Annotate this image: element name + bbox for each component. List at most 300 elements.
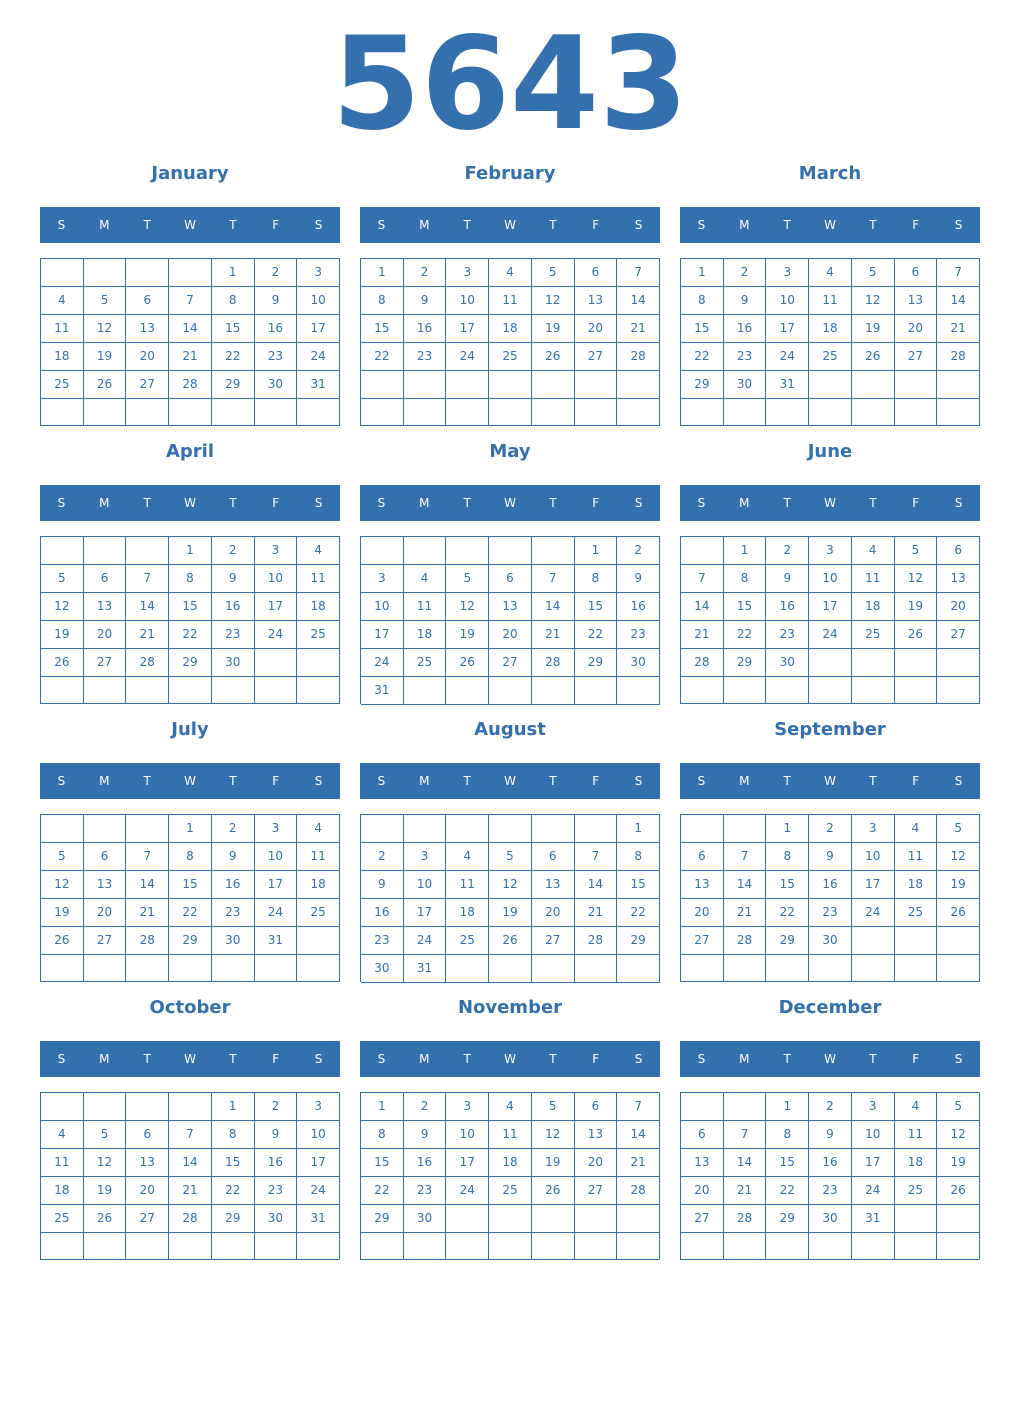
day-cell: 9 bbox=[361, 871, 404, 899]
weekday-label: S bbox=[634, 1052, 643, 1066]
day-cell: 19 bbox=[41, 621, 84, 649]
weekday-label: T bbox=[463, 496, 471, 510]
day-cell: 4 bbox=[41, 1121, 84, 1149]
weekday-label: T bbox=[463, 218, 471, 232]
day-cell: 6 bbox=[84, 565, 127, 593]
day-cell: 11 bbox=[489, 1121, 532, 1149]
day-cell: 10 bbox=[404, 871, 447, 899]
day-cell: 7 bbox=[169, 287, 212, 315]
day-cell bbox=[575, 677, 618, 705]
day-cell: 19 bbox=[532, 315, 575, 343]
weekday-label: F bbox=[912, 496, 920, 510]
day-cell: 10 bbox=[446, 1121, 489, 1149]
day-cell: 10 bbox=[255, 565, 298, 593]
day-cell: 27 bbox=[937, 621, 980, 649]
weekday-label: M bbox=[99, 774, 110, 788]
month-name: August bbox=[474, 719, 546, 740]
weekday-label: T bbox=[869, 774, 877, 788]
day-cell bbox=[809, 1233, 852, 1260]
day-cell: 23 bbox=[809, 899, 852, 927]
weekday-label: W bbox=[824, 1052, 836, 1066]
weekday-label: M bbox=[419, 1052, 430, 1066]
day-cell: 5 bbox=[41, 565, 84, 593]
weekday-label: S bbox=[57, 496, 66, 510]
day-cell: 3 bbox=[446, 1093, 489, 1121]
day-cell: 22 bbox=[361, 343, 404, 371]
weekday-label: M bbox=[739, 496, 750, 510]
day-cell bbox=[575, 399, 618, 427]
day-cell bbox=[297, 399, 340, 426]
weekday-label: M bbox=[99, 1052, 110, 1066]
day-cell: 3 bbox=[404, 843, 447, 871]
day-cell: 20 bbox=[532, 899, 575, 927]
day-cell: 14 bbox=[532, 593, 575, 621]
weekday-label: S bbox=[954, 218, 963, 232]
day-cell: 3 bbox=[852, 1093, 895, 1121]
day-cell: 19 bbox=[446, 621, 489, 649]
day-cell bbox=[255, 955, 298, 982]
day-cell: 6 bbox=[575, 259, 618, 287]
weekday-label: W bbox=[824, 774, 836, 788]
day-cell bbox=[809, 677, 852, 704]
day-cell: 17 bbox=[404, 899, 447, 927]
day-cell: 14 bbox=[617, 287, 660, 315]
day-cell: 7 bbox=[724, 1121, 767, 1149]
day-cell bbox=[809, 649, 852, 677]
weekday-header bbox=[360, 1041, 660, 1077]
day-cell bbox=[255, 649, 298, 677]
weekday-label: W bbox=[504, 774, 516, 788]
day-cell: 18 bbox=[41, 1177, 84, 1205]
day-cell bbox=[212, 955, 255, 982]
day-cell bbox=[212, 399, 255, 426]
day-cell: 8 bbox=[724, 565, 767, 593]
day-cell: 7 bbox=[724, 843, 767, 871]
day-cell bbox=[489, 399, 532, 427]
day-cell: 25 bbox=[895, 1177, 938, 1205]
day-cell: 17 bbox=[297, 1149, 340, 1177]
weekday-label: W bbox=[504, 218, 516, 232]
weekday-label: T bbox=[783, 496, 791, 510]
day-cell bbox=[297, 955, 340, 982]
day-cell: 28 bbox=[724, 1205, 767, 1233]
day-cell: 22 bbox=[681, 343, 724, 371]
day-cell: 3 bbox=[297, 1093, 340, 1121]
day-cell: 6 bbox=[126, 1121, 169, 1149]
day-cell: 2 bbox=[361, 843, 404, 871]
day-cell: 29 bbox=[681, 371, 724, 399]
day-cell: 21 bbox=[126, 899, 169, 927]
weekday-label: S bbox=[697, 496, 706, 510]
day-cell: 10 bbox=[809, 565, 852, 593]
day-grid bbox=[360, 536, 660, 704]
day-cell: 4 bbox=[489, 259, 532, 287]
day-cell: 1 bbox=[212, 259, 255, 287]
day-cell: 26 bbox=[532, 1177, 575, 1205]
day-cell bbox=[41, 259, 84, 287]
day-cell bbox=[681, 677, 724, 704]
day-cell: 10 bbox=[446, 287, 489, 315]
day-cell bbox=[404, 1233, 447, 1260]
day-cell bbox=[852, 399, 895, 426]
day-cell: 5 bbox=[895, 537, 938, 565]
day-cell: 2 bbox=[255, 1093, 298, 1121]
day-cell: 4 bbox=[852, 537, 895, 565]
day-cell: 31 bbox=[766, 371, 809, 399]
day-cell: 8 bbox=[575, 565, 618, 593]
day-cell bbox=[169, 259, 212, 287]
day-cell bbox=[532, 399, 575, 427]
weekday-label: T bbox=[229, 1052, 237, 1066]
day-cell: 13 bbox=[84, 871, 127, 899]
day-cell: 26 bbox=[41, 649, 84, 677]
day-cell: 27 bbox=[126, 371, 169, 399]
day-cell: 18 bbox=[895, 871, 938, 899]
day-cell: 24 bbox=[446, 1177, 489, 1205]
day-cell: 3 bbox=[766, 259, 809, 287]
day-cell: 3 bbox=[809, 537, 852, 565]
day-cell bbox=[937, 927, 980, 955]
day-cell: 8 bbox=[212, 1121, 255, 1149]
day-cell: 27 bbox=[84, 649, 127, 677]
weekday-label: S bbox=[314, 496, 323, 510]
day-cell: 24 bbox=[766, 343, 809, 371]
day-cell: 27 bbox=[126, 1205, 169, 1233]
day-cell: 23 bbox=[809, 1177, 852, 1205]
weekday-label: S bbox=[697, 774, 706, 788]
day-cell bbox=[852, 927, 895, 955]
day-cell: 5 bbox=[446, 565, 489, 593]
day-cell: 5 bbox=[84, 287, 127, 315]
day-cell bbox=[41, 955, 84, 982]
day-cell: 17 bbox=[446, 1149, 489, 1177]
day-cell: 1 bbox=[361, 1093, 404, 1121]
day-cell bbox=[489, 371, 532, 399]
weekday-header bbox=[680, 763, 980, 799]
day-cell bbox=[617, 399, 660, 427]
weekday-label: S bbox=[377, 774, 386, 788]
day-cell: 11 bbox=[895, 1121, 938, 1149]
day-cell bbox=[446, 677, 489, 705]
day-cell: 14 bbox=[681, 593, 724, 621]
day-cell: 4 bbox=[404, 565, 447, 593]
weekday-label: F bbox=[912, 774, 920, 788]
day-cell bbox=[41, 537, 84, 565]
weekday-label: F bbox=[592, 218, 600, 232]
day-cell bbox=[41, 815, 84, 843]
day-cell: 28 bbox=[617, 343, 660, 371]
month-name: February bbox=[464, 163, 556, 184]
day-grid bbox=[360, 1092, 660, 1260]
day-cell: 29 bbox=[212, 1205, 255, 1233]
day-cell: 25 bbox=[446, 927, 489, 955]
weekday-label: T bbox=[783, 218, 791, 232]
day-cell bbox=[84, 815, 127, 843]
day-cell: 3 bbox=[297, 259, 340, 287]
day-cell: 31 bbox=[852, 1205, 895, 1233]
day-cell bbox=[937, 399, 980, 426]
day-cell: 7 bbox=[681, 565, 724, 593]
day-cell: 5 bbox=[937, 1093, 980, 1121]
day-cell bbox=[724, 1233, 767, 1260]
day-cell: 26 bbox=[84, 371, 127, 399]
day-cell: 26 bbox=[937, 1177, 980, 1205]
day-cell: 9 bbox=[724, 287, 767, 315]
day-cell: 26 bbox=[895, 621, 938, 649]
day-cell: 20 bbox=[681, 899, 724, 927]
day-cell bbox=[212, 1233, 255, 1260]
day-cell: 23 bbox=[255, 343, 298, 371]
weekday-header bbox=[40, 1041, 340, 1077]
weekday-label: W bbox=[824, 496, 836, 510]
day-cell: 21 bbox=[937, 315, 980, 343]
day-cell: 11 bbox=[446, 871, 489, 899]
day-cell bbox=[937, 677, 980, 704]
weekday-label: F bbox=[592, 1052, 600, 1066]
day-cell: 30 bbox=[724, 371, 767, 399]
weekday-label: M bbox=[99, 496, 110, 510]
day-cell: 30 bbox=[361, 955, 404, 983]
day-cell: 11 bbox=[297, 843, 340, 871]
day-cell bbox=[937, 955, 980, 982]
day-cell: 20 bbox=[126, 343, 169, 371]
day-cell bbox=[404, 399, 447, 427]
weekday-label: M bbox=[419, 218, 430, 232]
day-cell: 24 bbox=[297, 343, 340, 371]
day-cell bbox=[446, 371, 489, 399]
day-cell: 14 bbox=[724, 871, 767, 899]
weekday-label: S bbox=[377, 1052, 386, 1066]
day-cell bbox=[297, 927, 340, 955]
day-cell: 30 bbox=[809, 927, 852, 955]
day-cell bbox=[852, 1233, 895, 1260]
day-cell bbox=[895, 399, 938, 426]
day-grid bbox=[680, 536, 980, 704]
day-cell: 11 bbox=[852, 565, 895, 593]
day-cell: 4 bbox=[297, 537, 340, 565]
day-cell: 5 bbox=[41, 843, 84, 871]
day-cell: 16 bbox=[255, 1149, 298, 1177]
month-name: April bbox=[165, 441, 215, 462]
day-cell: 15 bbox=[361, 315, 404, 343]
day-cell: 20 bbox=[681, 1177, 724, 1205]
day-cell: 21 bbox=[724, 899, 767, 927]
day-cell bbox=[681, 1093, 724, 1121]
day-cell: 6 bbox=[532, 843, 575, 871]
day-cell: 11 bbox=[404, 593, 447, 621]
day-cell: 15 bbox=[766, 871, 809, 899]
weekday-header bbox=[680, 1041, 980, 1077]
weekday-label: M bbox=[739, 218, 750, 232]
day-cell: 8 bbox=[617, 843, 660, 871]
day-cell: 24 bbox=[297, 1177, 340, 1205]
day-cell: 14 bbox=[126, 871, 169, 899]
weekday-header bbox=[680, 485, 980, 521]
day-cell bbox=[255, 1233, 298, 1260]
weekday-label: W bbox=[184, 774, 196, 788]
weekday-label: T bbox=[783, 1052, 791, 1066]
day-cell bbox=[852, 371, 895, 399]
day-cell: 27 bbox=[681, 1205, 724, 1233]
day-cell bbox=[532, 1233, 575, 1260]
day-cell: 28 bbox=[724, 927, 767, 955]
day-cell: 4 bbox=[297, 815, 340, 843]
day-cell: 2 bbox=[766, 537, 809, 565]
day-cell bbox=[297, 649, 340, 677]
day-cell: 11 bbox=[41, 315, 84, 343]
day-cell: 21 bbox=[724, 1177, 767, 1205]
day-cell bbox=[489, 1205, 532, 1233]
day-cell bbox=[489, 1233, 532, 1260]
weekday-label: S bbox=[377, 496, 386, 510]
day-cell: 28 bbox=[126, 927, 169, 955]
day-cell: 12 bbox=[895, 565, 938, 593]
day-cell bbox=[489, 537, 532, 565]
day-cell: 13 bbox=[532, 871, 575, 899]
weekday-label: T bbox=[869, 218, 877, 232]
weekday-label: S bbox=[377, 218, 386, 232]
day-cell: 27 bbox=[681, 927, 724, 955]
day-cell bbox=[809, 955, 852, 982]
day-cell: 15 bbox=[724, 593, 767, 621]
month-name: December bbox=[778, 997, 882, 1018]
day-cell: 25 bbox=[489, 1177, 532, 1205]
weekday-label: S bbox=[57, 218, 66, 232]
day-cell: 21 bbox=[617, 315, 660, 343]
day-cell: 24 bbox=[255, 899, 298, 927]
day-cell bbox=[937, 1205, 980, 1233]
day-cell bbox=[681, 399, 724, 426]
weekday-label: S bbox=[634, 774, 643, 788]
day-cell: 5 bbox=[84, 1121, 127, 1149]
day-cell: 27 bbox=[575, 343, 618, 371]
day-cell bbox=[41, 1233, 84, 1260]
day-cell: 27 bbox=[575, 1177, 618, 1205]
day-cell: 19 bbox=[41, 899, 84, 927]
weekday-label: T bbox=[783, 774, 791, 788]
month-name: June bbox=[807, 441, 853, 462]
day-cell: 28 bbox=[169, 371, 212, 399]
day-cell bbox=[895, 955, 938, 982]
day-cell: 12 bbox=[446, 593, 489, 621]
day-cell: 14 bbox=[169, 1149, 212, 1177]
day-cell bbox=[809, 371, 852, 399]
day-cell bbox=[446, 537, 489, 565]
day-cell: 13 bbox=[575, 287, 618, 315]
weekday-label: W bbox=[184, 1052, 196, 1066]
weekday-label: W bbox=[184, 496, 196, 510]
day-cell bbox=[681, 1233, 724, 1260]
day-cell: 30 bbox=[809, 1205, 852, 1233]
weekday-label: M bbox=[419, 496, 430, 510]
weekday-label: F bbox=[912, 1052, 920, 1066]
day-cell: 30 bbox=[212, 927, 255, 955]
day-cell bbox=[126, 399, 169, 426]
weekday-header bbox=[360, 207, 660, 243]
day-cell bbox=[937, 371, 980, 399]
weekday-label: W bbox=[504, 1052, 516, 1066]
day-cell: 21 bbox=[126, 621, 169, 649]
day-cell: 10 bbox=[361, 593, 404, 621]
day-cell: 29 bbox=[766, 1205, 809, 1233]
day-cell: 13 bbox=[84, 593, 127, 621]
day-cell: 2 bbox=[404, 259, 447, 287]
day-cell bbox=[532, 955, 575, 983]
day-cell: 18 bbox=[404, 621, 447, 649]
day-cell: 30 bbox=[766, 649, 809, 677]
day-grid bbox=[680, 814, 980, 982]
day-cell: 24 bbox=[809, 621, 852, 649]
day-cell bbox=[297, 1233, 340, 1260]
weekday-label: F bbox=[592, 774, 600, 788]
day-cell bbox=[255, 677, 298, 704]
day-cell: 21 bbox=[169, 343, 212, 371]
day-cell: 22 bbox=[575, 621, 618, 649]
day-cell: 28 bbox=[617, 1177, 660, 1205]
month-name: November bbox=[457, 997, 563, 1018]
day-cell bbox=[852, 677, 895, 704]
day-cell: 3 bbox=[361, 565, 404, 593]
weekday-label: T bbox=[549, 496, 557, 510]
weekday-label: S bbox=[697, 218, 706, 232]
day-cell: 1 bbox=[724, 537, 767, 565]
day-cell: 28 bbox=[126, 649, 169, 677]
day-cell bbox=[361, 399, 404, 427]
day-cell: 23 bbox=[212, 899, 255, 927]
weekday-label: T bbox=[549, 218, 557, 232]
day-cell: 8 bbox=[212, 287, 255, 315]
day-cell: 18 bbox=[489, 315, 532, 343]
weekday-label: S bbox=[314, 774, 323, 788]
weekday-label: M bbox=[739, 1052, 750, 1066]
day-grid bbox=[360, 814, 660, 982]
day-cell: 11 bbox=[489, 287, 532, 315]
day-cell: 18 bbox=[809, 315, 852, 343]
day-cell: 30 bbox=[212, 649, 255, 677]
day-cell: 31 bbox=[361, 677, 404, 705]
day-cell bbox=[297, 677, 340, 704]
day-cell: 7 bbox=[617, 1093, 660, 1121]
day-cell: 12 bbox=[532, 1121, 575, 1149]
weekday-header bbox=[680, 207, 980, 243]
day-cell: 15 bbox=[766, 1149, 809, 1177]
day-cell: 20 bbox=[84, 899, 127, 927]
day-cell: 9 bbox=[255, 287, 298, 315]
day-cell: 23 bbox=[766, 621, 809, 649]
day-cell: 18 bbox=[852, 593, 895, 621]
day-cell: 19 bbox=[489, 899, 532, 927]
day-cell: 29 bbox=[212, 371, 255, 399]
day-cell: 1 bbox=[169, 815, 212, 843]
day-cell: 3 bbox=[446, 259, 489, 287]
day-cell bbox=[532, 677, 575, 705]
day-cell: 6 bbox=[937, 537, 980, 565]
day-cell: 2 bbox=[404, 1093, 447, 1121]
day-cell bbox=[532, 537, 575, 565]
day-cell bbox=[724, 677, 767, 704]
day-cell: 16 bbox=[617, 593, 660, 621]
day-cell: 6 bbox=[489, 565, 532, 593]
day-cell bbox=[937, 1233, 980, 1260]
day-cell bbox=[126, 259, 169, 287]
day-cell: 4 bbox=[41, 287, 84, 315]
day-cell: 13 bbox=[126, 315, 169, 343]
day-cell bbox=[212, 677, 255, 704]
day-cell: 18 bbox=[297, 593, 340, 621]
day-cell bbox=[895, 677, 938, 704]
weekday-label: F bbox=[592, 496, 600, 510]
month-name: January bbox=[151, 163, 229, 184]
